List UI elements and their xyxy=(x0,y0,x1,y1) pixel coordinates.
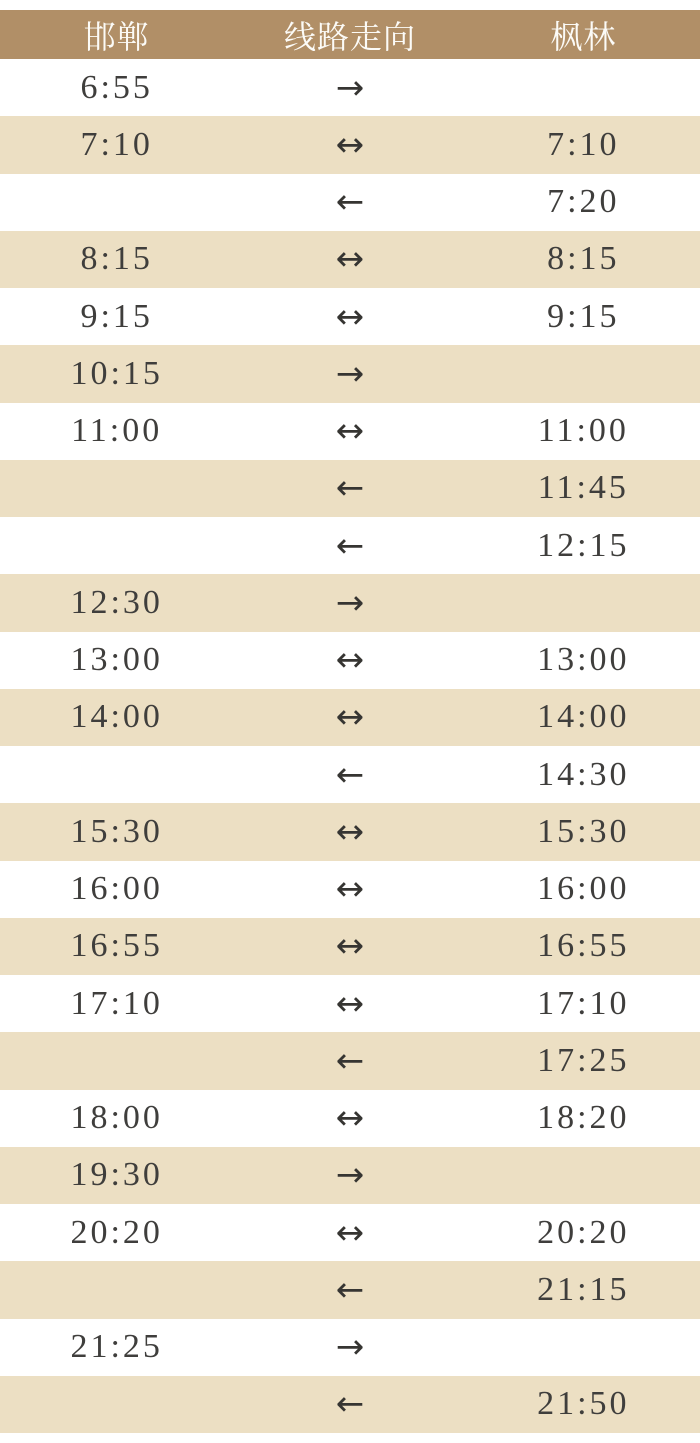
table-row xyxy=(0,59,700,116)
table-row xyxy=(0,460,700,517)
handan-departure-time: 13:00 xyxy=(70,641,163,679)
fenglin-departure-time: 13:00 xyxy=(537,641,630,679)
table-row xyxy=(0,1090,700,1147)
direction-arrow-icon: ← xyxy=(335,754,365,795)
table-row xyxy=(0,689,700,746)
fenglin-departure-time: 20:20 xyxy=(537,1213,630,1251)
fenglin-departure-time: 18:20 xyxy=(537,1099,630,1137)
direction-arrow-icon: → xyxy=(335,1155,365,1196)
fenglin-departure-time: 21:50 xyxy=(537,1385,630,1423)
header-handan: 邯郸 xyxy=(83,18,150,55)
table-body xyxy=(0,59,700,1433)
direction-arrow-icon: ↔ xyxy=(335,239,365,280)
fenglin-departure-time: 16:55 xyxy=(537,927,630,965)
handan-departure-time: 12:30 xyxy=(70,583,163,621)
handan-departure-time: 16:00 xyxy=(70,870,163,908)
direction-arrow-icon: ← xyxy=(335,1384,365,1425)
direction-arrow-icon: ← xyxy=(335,468,365,509)
table-row xyxy=(0,918,700,975)
direction-arrow-icon: → xyxy=(335,582,365,623)
table-row xyxy=(0,174,700,231)
fenglin-departure-time: 14:00 xyxy=(537,698,630,736)
handan-departure-time: 7:10 xyxy=(80,125,153,163)
fenglin-departure-time: 21:15 xyxy=(537,1270,630,1308)
table-row xyxy=(0,517,700,574)
fenglin-departure-time: 7:10 xyxy=(547,125,620,163)
direction-arrow-icon: ↔ xyxy=(335,296,365,337)
handan-departure-time: 21:25 xyxy=(70,1328,163,1366)
direction-arrow-icon: ← xyxy=(335,1040,365,1081)
direction-arrow-icon: ← xyxy=(335,1269,365,1310)
fenglin-departure-time: 16:00 xyxy=(537,870,630,908)
table-row xyxy=(0,746,700,803)
table-row xyxy=(0,632,700,689)
table-row xyxy=(0,1204,700,1261)
table-row xyxy=(0,975,700,1032)
direction-arrow-icon: ↔ xyxy=(335,811,365,852)
handan-departure-time: 9:15 xyxy=(80,297,153,335)
handan-departure-time: 17:10 xyxy=(70,984,163,1022)
handan-departure-time: 20:20 xyxy=(70,1213,163,1251)
handan-departure-time: 10:15 xyxy=(70,354,163,392)
fenglin-departure-time: 17:25 xyxy=(537,1041,630,1079)
handan-departure-time: 14:00 xyxy=(70,698,163,736)
table-row xyxy=(0,345,700,402)
direction-arrow-icon: → xyxy=(335,353,365,394)
table-row xyxy=(0,861,700,918)
direction-arrow-icon: → xyxy=(335,67,365,108)
table-header xyxy=(0,10,700,59)
handan-departure-time: 8:15 xyxy=(80,240,153,278)
table-row xyxy=(0,403,700,460)
handan-departure-time: 15:30 xyxy=(70,812,163,850)
direction-arrow-icon: ↔ xyxy=(335,983,365,1024)
table-row xyxy=(0,803,700,860)
header-fenglin: 枫林 xyxy=(550,18,617,55)
fenglin-departure-time: 8:15 xyxy=(547,240,620,278)
fenglin-departure-time: 11:00 xyxy=(537,412,629,450)
header-route-direction: 线路走向 xyxy=(283,18,416,55)
direction-arrow-icon: ↔ xyxy=(335,640,365,681)
direction-arrow-icon: ↔ xyxy=(335,1212,365,1253)
fenglin-departure-time: 14:30 xyxy=(537,755,630,793)
fenglin-departure-time: 11:45 xyxy=(537,469,629,507)
direction-arrow-icon: ↔ xyxy=(335,124,365,165)
table-row xyxy=(0,574,700,631)
table-row xyxy=(0,1376,700,1433)
handan-departure-time: 16:55 xyxy=(70,927,163,965)
table-row xyxy=(0,1319,700,1376)
fenglin-departure-time: 17:10 xyxy=(537,984,630,1022)
direction-arrow-icon: ← xyxy=(335,525,365,566)
table-row xyxy=(0,1147,700,1204)
table-row xyxy=(0,1261,700,1318)
direction-arrow-icon: ← xyxy=(335,182,365,223)
direction-arrow-icon: ↔ xyxy=(335,1098,365,1139)
fenglin-departure-time: 9:15 xyxy=(547,297,620,335)
fenglin-departure-time: 15:30 xyxy=(537,812,630,850)
direction-arrow-icon: ↔ xyxy=(335,926,365,967)
table-row xyxy=(0,116,700,173)
handan-departure-time: 11:00 xyxy=(71,412,163,450)
handan-departure-time: 18:00 xyxy=(70,1099,163,1137)
handan-departure-time: 6:55 xyxy=(80,68,153,106)
fenglin-departure-time: 12:15 xyxy=(537,526,630,564)
handan-departure-time: 19:30 xyxy=(70,1156,163,1194)
direction-arrow-icon: ↔ xyxy=(335,869,365,910)
fenglin-departure-time: 7:20 xyxy=(547,183,620,221)
direction-arrow-icon: → xyxy=(335,1327,365,1368)
table-row xyxy=(0,1032,700,1089)
direction-arrow-icon: ↔ xyxy=(335,411,365,452)
direction-arrow-icon: ↔ xyxy=(335,697,365,738)
table-row xyxy=(0,288,700,345)
table-row xyxy=(0,231,700,288)
